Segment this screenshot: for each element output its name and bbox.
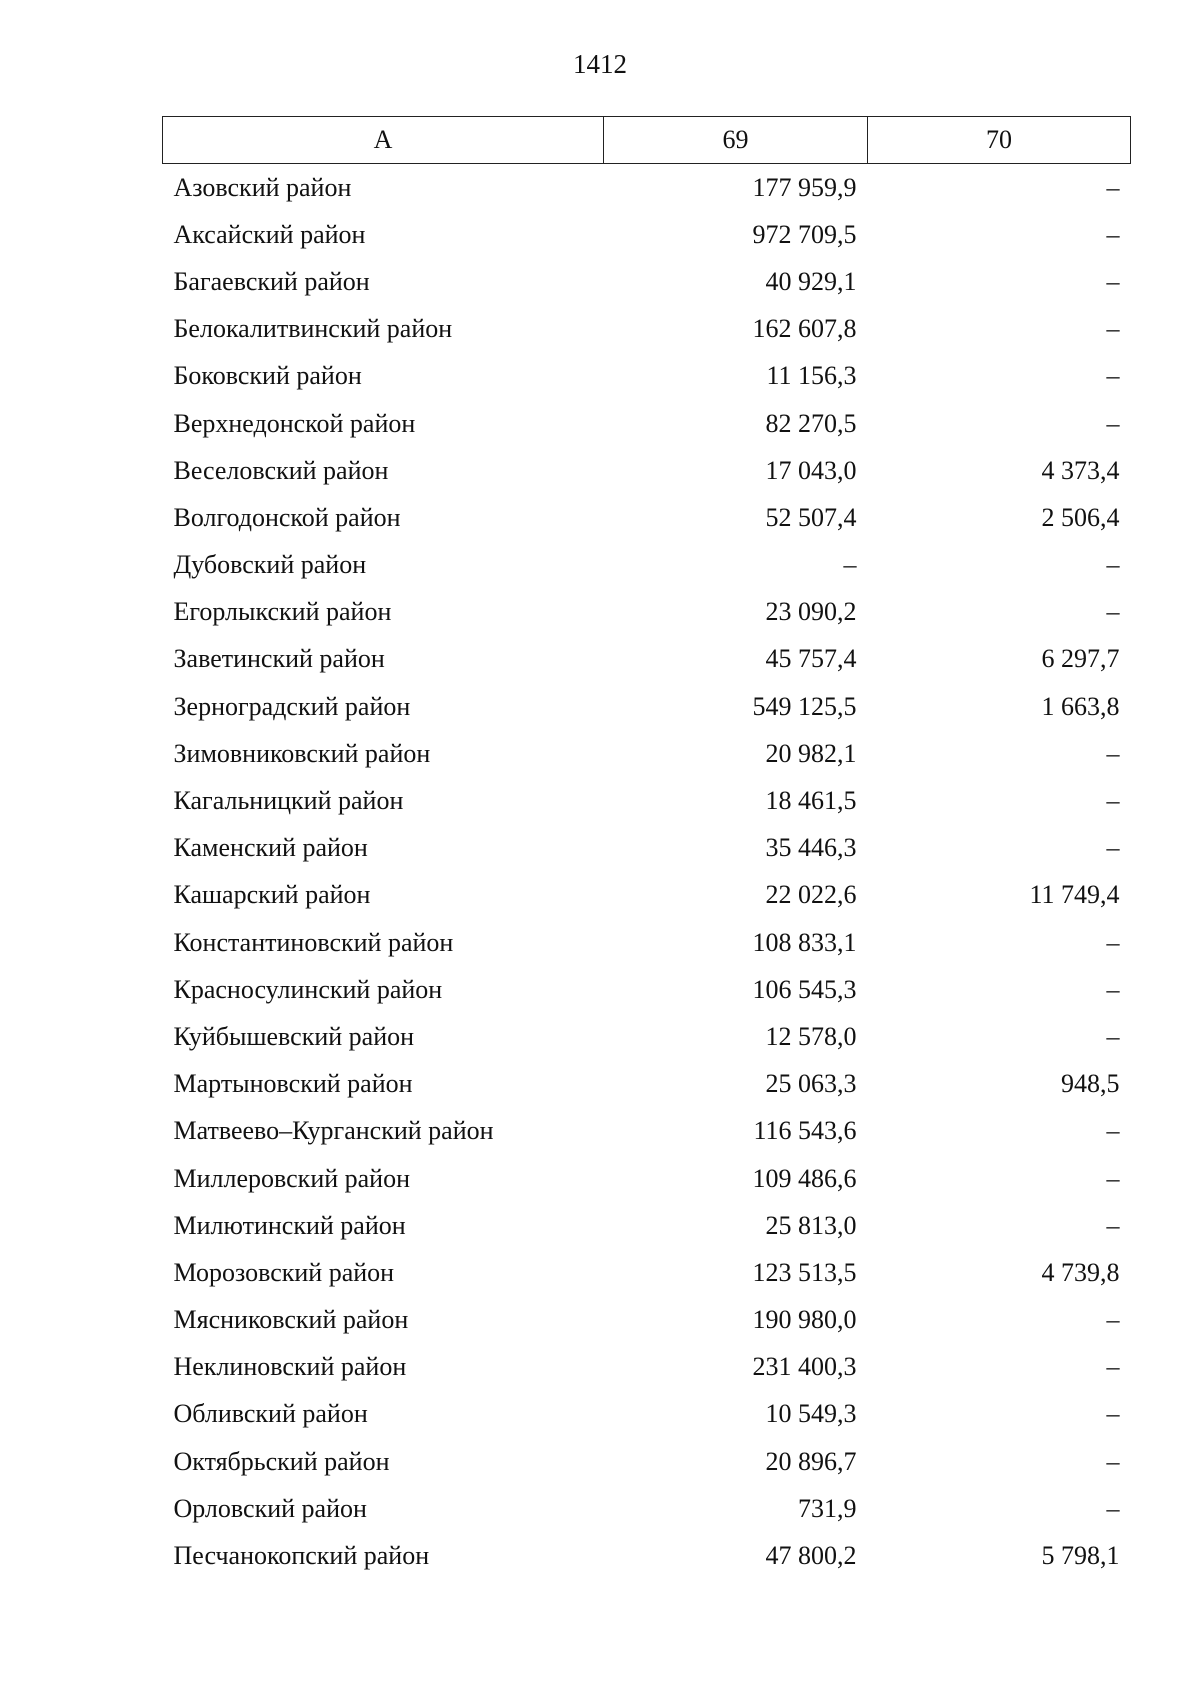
value-69-cell: 82 270,5 bbox=[765, 408, 857, 438]
table-row bbox=[163, 1249, 1131, 1296]
table-row bbox=[163, 777, 1131, 824]
table-row bbox=[163, 306, 1131, 353]
header-cell-70: 70 bbox=[868, 117, 1131, 164]
value-69-cell: – bbox=[843, 550, 857, 580]
table-row bbox=[163, 353, 1131, 400]
value-69-cell: 106 545,3 bbox=[752, 974, 857, 1004]
value-70-cell: 2 506,4 bbox=[1041, 502, 1120, 532]
value-70-cell: – bbox=[1106, 408, 1120, 438]
value-70-cell: 4 373,4 bbox=[1041, 455, 1120, 485]
value-69-cell: 123 513,5 bbox=[752, 1257, 857, 1287]
value-69-cell: 10 549,3 bbox=[765, 1399, 857, 1429]
header-cell-69: 69 bbox=[604, 117, 868, 164]
district-name-cell: Морозовский район bbox=[173, 1257, 395, 1287]
value-69-cell: 11 156,3 bbox=[766, 361, 857, 391]
value-69-cell: 177 959,9 bbox=[752, 172, 857, 202]
value-70-cell: – bbox=[1106, 219, 1120, 249]
value-69-cell: 108 833,1 bbox=[752, 927, 857, 957]
table-row bbox=[163, 683, 1131, 730]
value-70-cell: – bbox=[1106, 314, 1120, 344]
district-name-cell: Куйбышевский район bbox=[173, 1021, 415, 1051]
table-body bbox=[163, 164, 1131, 1580]
table-row bbox=[163, 164, 1131, 212]
value-69-cell: 231 400,3 bbox=[752, 1352, 857, 1382]
district-name-cell: Волгодонской район bbox=[173, 502, 401, 532]
value-70-cell: – bbox=[1106, 1305, 1120, 1335]
value-70-cell: 4 739,8 bbox=[1041, 1257, 1120, 1287]
value-69-cell: 20 896,7 bbox=[765, 1446, 857, 1476]
table-row bbox=[163, 400, 1131, 447]
district-name-cell: Мартыновский район bbox=[173, 1069, 413, 1099]
table-row bbox=[163, 730, 1131, 777]
district-name-cell: Каменский район bbox=[173, 833, 368, 863]
table-row bbox=[163, 636, 1131, 683]
table-row bbox=[163, 919, 1131, 966]
district-name-cell: Песчанокопский район bbox=[173, 1541, 430, 1571]
value-70-cell: – bbox=[1106, 974, 1120, 1004]
value-70-cell: – bbox=[1106, 550, 1120, 580]
district-name-cell: Миллеровский район bbox=[173, 1163, 411, 1193]
table-row bbox=[163, 1013, 1131, 1060]
value-69-cell: 47 800,2 bbox=[765, 1541, 857, 1571]
value-70-cell: 11 749,4 bbox=[1029, 880, 1120, 910]
value-70-cell: – bbox=[1106, 361, 1120, 391]
table-row bbox=[163, 1438, 1131, 1485]
table-row bbox=[163, 1391, 1131, 1438]
district-name-cell: Матвеево–Курганский район bbox=[173, 1116, 494, 1146]
district-name-cell: Егорлыкский район bbox=[173, 597, 392, 627]
district-name-cell: Азовский район bbox=[173, 172, 352, 202]
district-name-cell: Боковский район bbox=[173, 361, 362, 391]
value-70-cell: – bbox=[1106, 172, 1120, 202]
value-70-cell: – bbox=[1106, 1163, 1120, 1193]
value-70-cell: 1 663,8 bbox=[1041, 691, 1120, 721]
district-name-cell: Обливский район bbox=[173, 1399, 368, 1429]
value-69-cell: 549 125,5 bbox=[752, 691, 857, 721]
district-name-cell: Неклиновский район bbox=[173, 1352, 407, 1382]
value-70-cell: – bbox=[1106, 597, 1120, 627]
value-70-cell: – bbox=[1106, 786, 1120, 816]
value-70-cell: – bbox=[1106, 1352, 1120, 1382]
header-row bbox=[163, 117, 1131, 164]
value-69-cell: 25 813,0 bbox=[765, 1210, 857, 1240]
value-69-cell: 190 980,0 bbox=[752, 1305, 857, 1335]
district-name-cell: Орловский район bbox=[173, 1493, 367, 1523]
table-row bbox=[163, 1108, 1131, 1155]
table-row bbox=[163, 1155, 1131, 1202]
header-cell-a: А bbox=[163, 117, 604, 164]
table-row bbox=[163, 494, 1131, 541]
value-69-cell: 109 486,6 bbox=[752, 1163, 857, 1193]
table-row bbox=[163, 1202, 1131, 1249]
value-70-cell: – bbox=[1106, 1446, 1120, 1476]
value-69-cell: 972 709,5 bbox=[752, 219, 857, 249]
district-name-cell: Верхнедонской район bbox=[173, 408, 416, 438]
district-name-cell: Аксайский район bbox=[173, 219, 366, 249]
value-70-cell: 6 297,7 bbox=[1041, 644, 1120, 674]
page-number: 1412 bbox=[573, 49, 627, 79]
table-row bbox=[163, 1485, 1131, 1532]
value-70-cell: – bbox=[1106, 1210, 1120, 1240]
value-69-cell: 23 090,2 bbox=[765, 597, 857, 627]
value-70-cell: 948,5 bbox=[1061, 1069, 1120, 1099]
district-name-cell: Зерноградский район bbox=[173, 691, 411, 721]
value-69-cell: 12 578,0 bbox=[765, 1021, 857, 1051]
table-row bbox=[163, 1061, 1131, 1108]
district-name-cell: Кагальницкий район bbox=[173, 786, 404, 816]
value-69-cell: 35 446,3 bbox=[765, 833, 857, 863]
district-name-cell: Красносулинский район bbox=[173, 974, 443, 1004]
value-69-cell: 20 982,1 bbox=[765, 738, 857, 768]
table-row bbox=[163, 589, 1131, 636]
table-row bbox=[163, 1297, 1131, 1344]
value-70-cell: – bbox=[1106, 1493, 1120, 1523]
district-name-cell: Мясниковский район bbox=[173, 1305, 409, 1335]
value-69-cell: 22 022,6 bbox=[765, 880, 857, 910]
table-row bbox=[163, 447, 1131, 494]
value-69-cell: 25 063,3 bbox=[765, 1069, 857, 1099]
value-70-cell: – bbox=[1106, 1021, 1120, 1051]
district-name-cell: Веселовский район bbox=[173, 455, 389, 485]
table-row bbox=[163, 258, 1131, 305]
district-name-cell: Милютинский район bbox=[173, 1210, 406, 1240]
table-header bbox=[163, 117, 1131, 164]
district-name-cell: Дубовский район bbox=[173, 550, 367, 580]
value-70-cell: – bbox=[1106, 266, 1120, 296]
district-name-cell: Багаевский район bbox=[173, 266, 370, 296]
value-69-cell: 17 043,0 bbox=[765, 455, 857, 485]
value-70-cell: – bbox=[1106, 1116, 1120, 1146]
value-69-cell: 18 461,5 bbox=[765, 786, 857, 816]
value-70-cell: – bbox=[1106, 833, 1120, 863]
district-name-cell: Белокалитвинский район bbox=[173, 314, 453, 344]
table-row bbox=[163, 872, 1131, 919]
value-70-cell: 5 798,1 bbox=[1041, 1541, 1120, 1571]
value-69-cell: 52 507,4 bbox=[765, 502, 857, 532]
district-name-cell: Кашарский район bbox=[173, 880, 371, 910]
value-69-cell: 731,9 bbox=[798, 1493, 857, 1523]
value-70-cell: – bbox=[1106, 1399, 1120, 1429]
district-name-cell: Зимовниковский район bbox=[173, 738, 431, 768]
table-row bbox=[163, 542, 1131, 589]
value-70-cell: – bbox=[1106, 927, 1120, 957]
table-row bbox=[163, 1344, 1131, 1391]
district-name-cell: Константиновский район bbox=[173, 927, 454, 957]
table-row bbox=[163, 1532, 1131, 1579]
table-row bbox=[163, 825, 1131, 872]
district-name-cell: Октябрьский район bbox=[173, 1446, 390, 1476]
table-row bbox=[163, 211, 1131, 258]
value-69-cell: 162 607,8 bbox=[752, 314, 857, 344]
value-69-cell: 116 543,6 bbox=[753, 1116, 857, 1146]
value-70-cell: – bbox=[1106, 738, 1120, 768]
value-69-cell: 45 757,4 bbox=[765, 644, 857, 674]
value-69-cell: 40 929,1 bbox=[765, 266, 857, 296]
data-table bbox=[162, 116, 1131, 1580]
table-row bbox=[163, 966, 1131, 1013]
district-name-cell: Заветинский район bbox=[173, 644, 385, 674]
